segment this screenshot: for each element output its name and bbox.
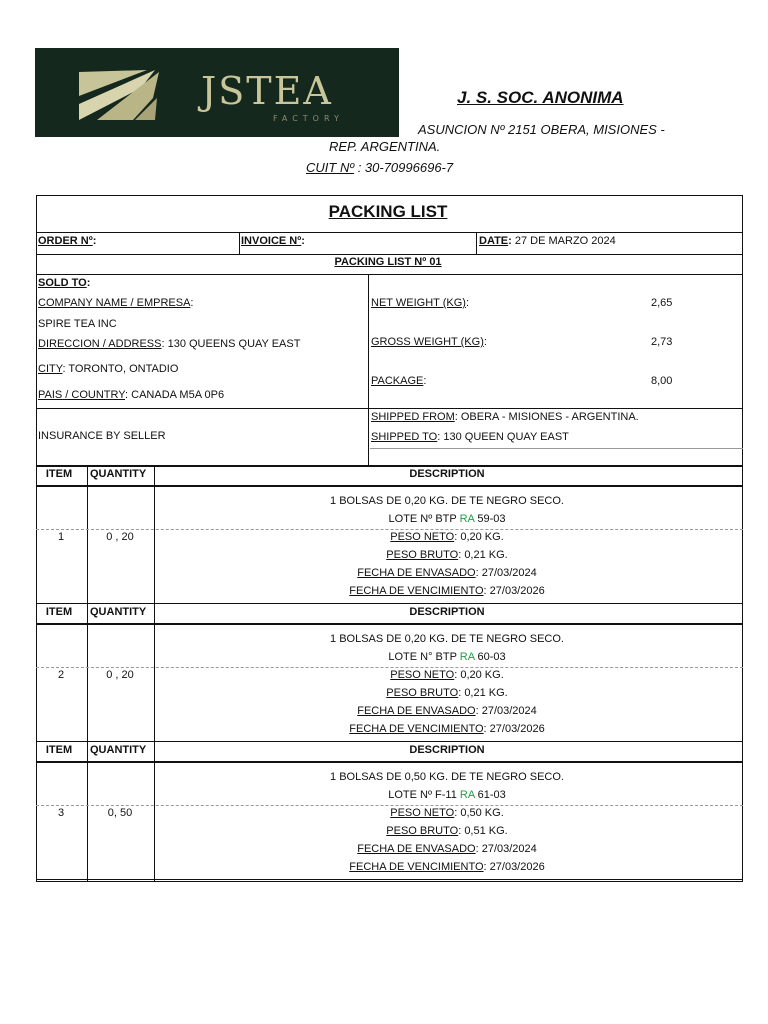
lot-number: LOTE N° BTP RA 60-03 — [388, 651, 506, 663]
net-weight-line: PESO NETO: 0,20 KG. — [390, 531, 504, 543]
date-field: DATE: 27 DE MARZO 2024 — [479, 235, 616, 247]
logo-sub-text: FACTORY — [273, 114, 344, 123]
expiry-date-line: FECHA DE VENCIMIENTO: 27/03/2026 — [349, 861, 545, 873]
item-description: 1 BOLSAS DE 0,20 KG. DE TE NEGRO SECO. — [330, 633, 564, 645]
gross-weight-line: PESO BRUTO: 0,21 KG. — [386, 687, 508, 699]
net-weight-value: 2,65 — [651, 297, 673, 309]
quantity-header: QUANTITY — [90, 468, 147, 480]
company-name: J. S. SOC. ANONIMA — [457, 88, 624, 107]
package-value: 8,00 — [651, 375, 673, 387]
net-weight-line: PESO NETO: 0,20 KG. — [390, 669, 504, 681]
item-header: ITEM — [45, 468, 73, 480]
net-weight-line: PESO NETO: 0,50 KG. — [390, 807, 504, 819]
lot-number: LOTE Nº BTP RA 59-03 — [388, 513, 506, 525]
invoice-field: INVOICE Nº: — [241, 235, 305, 247]
sold-to-label: SOLD TO: — [38, 277, 91, 289]
item-number: 3 — [57, 807, 65, 819]
item-description: 1 BOLSAS DE 0,50 KG. DE TE NEGRO SECO. — [330, 771, 564, 783]
expiry-date-line: FECHA DE VENCIMIENTO: 27/03/2026 — [349, 585, 545, 597]
gross-weight-value: 2,73 — [651, 336, 673, 348]
packaging-date-line: FECHA DE ENVASADO: 27/03/2024 — [357, 705, 537, 717]
cuit-number — [306, 160, 453, 175]
order-field: ORDER Nº: — [38, 235, 97, 247]
item-quantity: 0 , 20 — [106, 531, 134, 543]
quantity-header: QUANTITY — [90, 606, 147, 618]
quantity-header: QUANTITY — [90, 744, 147, 756]
description-header: DESCRIPTION — [409, 606, 485, 618]
page-title: PACKING LIST — [328, 202, 448, 221]
item-quantity: 0 , 20 — [106, 669, 134, 681]
country-field: PAIS / COUNTRY: CANADA M5A 0P6 — [38, 389, 225, 401]
company-name-field: COMPANY NAME / EMPRESA: — [38, 297, 194, 309]
packaging-date-line: FECHA DE ENVASADO: 27/03/2024 — [357, 843, 537, 855]
item-header: ITEM — [45, 744, 73, 756]
shipped-from: SHIPPED FROM: OBERA - MISIONES - ARGENTINA. — [371, 411, 639, 423]
buyer-company: SPIRE TEA INC — [38, 318, 117, 330]
insurance-text: INSURANCE BY SELLER — [38, 430, 166, 442]
shipped-to: SHIPPED TO: 130 QUEEN QUAY EAST — [371, 431, 569, 443]
net-weight-label: NET WEIGHT (KG): — [371, 297, 469, 309]
expiry-date-line: FECHA DE VENCIMIENTO: 27/03/2026 — [349, 723, 545, 735]
gross-weight-line: PESO BRUTO: 0,51 KG. — [386, 825, 508, 837]
logo-brand-text: JSTEA — [201, 69, 333, 113]
item-number: 1 — [57, 531, 65, 543]
company-logo — [35, 48, 399, 137]
item-number: 2 — [57, 669, 65, 681]
address-line-2: REP. ARGENTINA. — [329, 139, 441, 154]
packing-list-number: PACKING LIST Nº 01 — [334, 256, 442, 268]
cuit-value: : 30-70996696-7 — [354, 160, 454, 175]
package-label: PACKAGE: — [371, 375, 427, 387]
item-quantity: 0, 50 — [107, 807, 133, 819]
item-description: 1 BOLSAS DE 0,20 KG. DE TE NEGRO SECO. — [330, 495, 564, 507]
description-header: DESCRIPTION — [409, 468, 485, 480]
lot-number: LOTE Nº F-11 RA 61-03 — [388, 789, 506, 801]
cuit-label: CUIT Nº — [306, 160, 355, 175]
item-header: ITEM — [45, 606, 73, 618]
city-field: CITY: TORONTO, ONTADIO — [38, 363, 179, 375]
description-header: DESCRIPTION — [409, 744, 485, 756]
address-line-1: ASUNCION Nº 2151 OBERA, MISIONES - — [418, 122, 665, 137]
gross-weight-label: GROSS WEIGHT (KG): — [371, 336, 487, 348]
gross-weight-line: PESO BRUTO: 0,21 KG. — [386, 549, 508, 561]
packaging-date-line: FECHA DE ENVASADO: 27/03/2024 — [357, 567, 537, 579]
address-field: DIRECCION / ADDRESS: 130 QUEENS QUAY EAST — [38, 338, 301, 350]
tea-leaf-logo-icon — [35, 48, 399, 137]
